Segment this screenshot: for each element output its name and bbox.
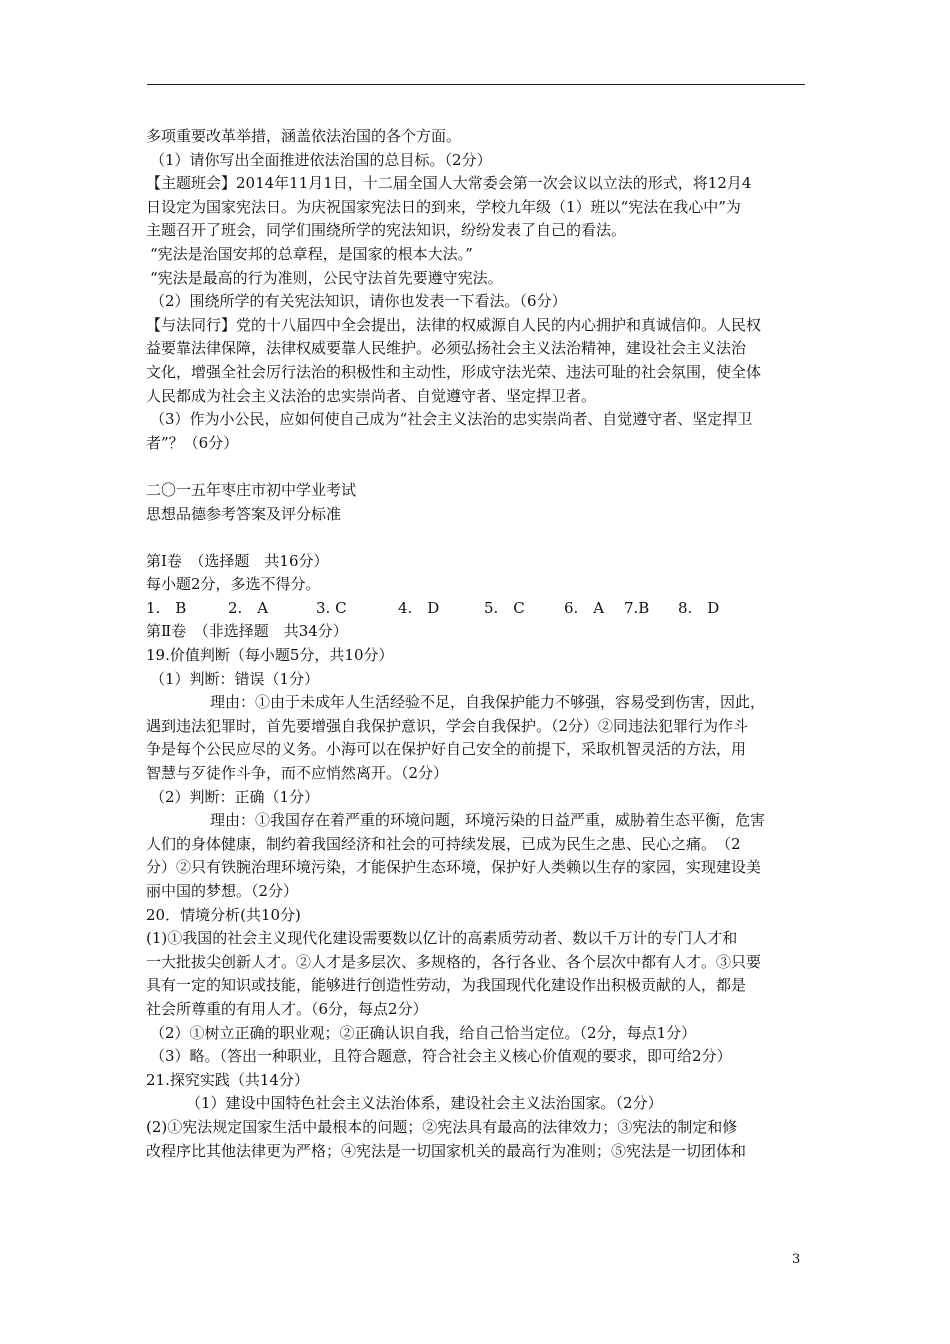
q19-1-reason: 遇到违法犯罪时，首先要增强自我保护意识，学会自我保护。（2分）②同违法犯罪行为作斗 (146, 716, 749, 735)
mc-answer: 6. A (564, 598, 605, 617)
q19-2-reason: 丽中国的梦想。（2分） (146, 882, 299, 900)
question-1: （1）请你写出全面推进依法治国的总目标。（2分） (150, 150, 492, 169)
text-line: 多项重要改革举措，涵盖依法治国的各个方面。 (146, 127, 462, 145)
q21-2-answer: 改程序比其他法律更为严格；④宪法是一切国家机关的最高行为准则；⑤宪法是一切团体和 (146, 1141, 747, 1160)
multiple-choice-answers (146, 597, 814, 621)
theme-meeting-line: 日设定为国家宪法日。为庆祝国家宪法日的到来，学校九年级（1）班以“宪法在我心中”为 (146, 197, 741, 216)
mc-answer: 3. C (316, 598, 347, 617)
header-rule (147, 84, 805, 85)
mc-answer: 4. D (398, 598, 440, 617)
q21-2-answer: (2)①宪法规定国家生活中最根本的问题；②宪法具有最高的法律效力；③宪法的制定和修 (146, 1117, 738, 1136)
page-content (146, 125, 814, 1163)
page-number: 3 (792, 1252, 801, 1267)
q19-2-judgment: （2）判断：正确（1分） (150, 787, 320, 806)
q19-1-reason: 智慧与歹徒作斗争，而不应悄然离开。（2分） (146, 764, 449, 783)
q20-1-answer: 一大批拔尖创新人才。②人才是多层次、多规格的，各行各业、各个层次中都有人才。③只要 (146, 952, 762, 971)
q19-2-reason: 分）②只有铁腕治理环境污染，才能保护生态环境，保护好人类赖以生存的家园，实现建设美 (146, 858, 762, 877)
answer-title: 二〇一五年枣庄市初中学业考试 (146, 480, 357, 499)
volume-2-heading: 第Ⅱ卷 （非选择题 共34分） (146, 622, 348, 641)
q21-heading: 21.探究实践（共14分） (146, 1070, 309, 1089)
q19-2-reason: 理由：①我国存在着严重的环境问题，环境污染的日益严重，威胁着生态平衡，危害 (210, 811, 766, 830)
q20-1-answer: (1)①我国的社会主义现代化建设需要数以亿计的高素质劳动者、数以千万计的专门人才和 (146, 929, 738, 948)
answer-subtitle: 思想品德参考答案及评分标准 (146, 504, 342, 523)
volume-1-heading: 第Ⅰ卷 （选择题 共16分） (146, 551, 329, 570)
mc-answer: 2. A (228, 598, 269, 617)
theme-meeting-line: 【主题班会】2014年11月1日，十二届全国人大常委会第一次会议以立法的形式，将12月4 (146, 174, 752, 193)
quote-2: “宪法是最高的行为准则，公民守法首先要遵守宪法。 (150, 268, 503, 287)
quote-1: “宪法是治国安邦的总章程，是国家的根本大法。” (150, 244, 473, 263)
mc-answer: 7.B (624, 598, 650, 617)
q19-1-reason: 理由：①由于未成年人生活经验不足，自我保护能力不够强，容易受到伤害，因此， (210, 693, 766, 712)
q20-1-answer: 具有一定的知识或技能，能够进行创造性劳动，为我国现代化建设作出积极贡献的人，都是 (146, 976, 747, 995)
mc-answer: 8. D (678, 598, 720, 617)
q20-1-answer: 社会所尊重的有用人才。（6分，每点2分） (146, 999, 428, 1018)
question-2: （2）围绕所学的有关宪法知识，请你也发表一下看法。（6分） (150, 292, 567, 311)
with-law-line: 益要靠法律保障，法律权威要靠人民维护。必须弘扬社会主义法治精神，建设社会主义法治 (146, 339, 747, 358)
q21-1-answer: （1）建设中国特色社会主义法治体系，建设社会主义法治国家。（2分） (186, 1094, 663, 1113)
question-3-cont: 者”？（6分） (146, 433, 239, 452)
q19-2-reason: 人们的身体健康，制约着我国经济和社会的可持续发展，已成为民生之患、民心之痛。 （2 (146, 834, 741, 853)
q19-1-judgment: （1）判断：错误（1分） (150, 669, 320, 688)
mc-answer: 5. C (484, 598, 525, 617)
theme-meeting-line: 主题召开了班会，同学们围绕所学的宪法知识，纷纷发表了自己的看法。 (146, 221, 627, 240)
q19-heading: 19.价值判断（每小题5分，共10分） (146, 646, 394, 665)
with-law-line: 【与法同行】党的十八届四中全会提出，法律的权威源自人民的内心拥护和真诚信仰。人民权 (146, 315, 762, 334)
volume-1-note: 每小题2分，多选不得分。 (146, 575, 321, 594)
q20-2-answer: （2）①树立正确的职业观；②正确认识自我，给自己恰当定位。（2分，每点1分） (150, 1023, 697, 1042)
question-3: （3）作为小公民，应如何使自己成为“社会主义法治的忠实崇尚者、自觉遵守者、坚定捍卫 (150, 410, 753, 429)
with-law-line: 人民都成为社会主义法治的忠实崇尚者、自觉遵守者、坚定捍卫者。 (146, 386, 597, 405)
q20-heading: 20．情境分析(共10分) (146, 905, 301, 924)
with-law-line: 文化，增强全社会厉行法治的积极性和主动性，形成守法光荣、违法可耻的社会氛围，使全体 (146, 362, 762, 381)
mc-answer: 1. B (146, 598, 187, 617)
q20-3-answer: （3）略。（答出一种职业，且符合题意，符合社会主义核心价值观的要求，即可给2分） (150, 1047, 732, 1066)
q19-1-reason: 争是每个公民应尽的义务。小海可以在保护好自己安全的前提下，采取机智灵活的方法，用 (146, 740, 747, 759)
